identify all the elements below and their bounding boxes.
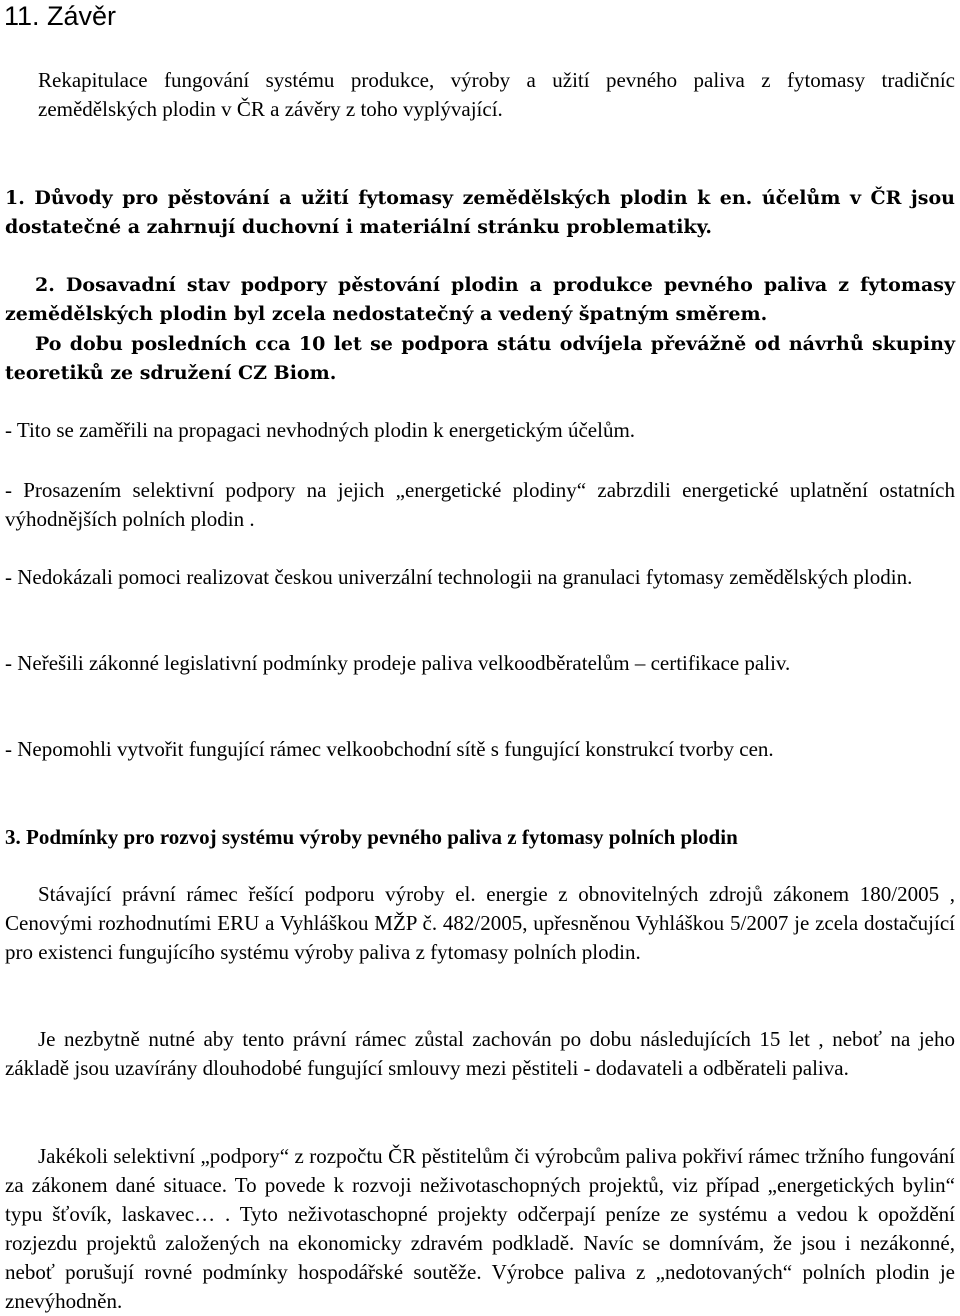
page-title: 11. Závěr (4, 1, 117, 31)
intro-paragraph: Rekapitulace fungování systému produkce, výroby a užití pevného paliva z fytomasy tradičníc zemědělských plodin v ČR a závěry z toho vyplývající. (38, 68, 955, 121)
point-3-heading: 3. Podmínky pro rozvoj systému výroby pevného paliva z fytomasy polních plodin (5, 825, 738, 849)
bullet-item: - Prosazením selektivní podpory na jejich „energetické plodiny“ zabrzdili energetické uplatnění ostatních výhodnějších polních plodin . (5, 478, 955, 531)
bullet-item: - Nedokázali pomoci realizovat českou univerzální technologii na granulaci fytomasy zemědělských plodin. (5, 565, 913, 589)
body-paragraph: Je nezbytně nutné aby tento právní rámec zůstal zachován po dobu následujících 15 let , neboť na jeho základě jsou uzavírány dlouhodobé fungující smlouvy mezi pěstiteli - dodavateli a odběrateli paliva. (5, 1027, 955, 1080)
bullet-item: - Tito se zaměřili na propagaci nevhodných plodin k energetickým účelům. (5, 418, 636, 442)
point-2-detail: Po dobu posledních cca 10 let se podpora státu odvíjela převážně od návrhů skupiny teoretiků ze sdružení CZ Biom. (5, 333, 955, 384)
body-paragraph: Stávající právní rámec řešící podporu výroby el. energie z obnovitelných zdrojů zákonem 180/2005 , Cenovými rozhodnutími ERU a Vyhláškou MŽP č. 482/2005, upřesněnou Vyhláškou 5/2007 je zcela dostačující pro existenci fungujícího systému výroby paliva z fytomasy polních plodin. (5, 882, 955, 964)
point-2: 2. Dosavadní stav podpory pěstování plodin a produkce pevného paliva z fytomasy zemědělských plodin byl zcela nedostatečný a vedený špatným směrem. (5, 274, 955, 325)
bullet-item: - Neřešili zákonné legislativní podmínky prodeje paliva velkoodběratelům – certifikace paliv. (5, 651, 791, 675)
body-paragraph: Jakékoli selektivní „podpory“ z rozpočtu ČR pěstitelům či výrobcům paliva pokřiví rámec tržního fungování za zákonem dané situace. To povede k rozvoji neživotaschopných projektů, viz případ „energetických bylin“ typu šťovík, laskavec… . Tyto neživotaschopné projekty odčerpají peníze ze systému a vedou k opoždění rozjezdu projektů založených na ekonomicky zdravém podkladě. Navíc se domnívám, že jsou i nezákonné, neboť porušují rovné podmínky hospodářské soutěže. Výrobce paliva z „nedotovaných“ polních plodin je znevýhodněn. (5, 1144, 955, 1313)
bullet-item: - Nepomohli vytvořit fungující rámec velkoobchodní sítě s fungující konstrukcí tvorby cen. (5, 737, 774, 761)
point-1: 1. Důvody pro pěstování a užití fytomasy zemědělských plodin k en. účelům v ČR jsou dostatečné a zahrnují duchovní i materiální stránku problematiky. (5, 187, 955, 238)
